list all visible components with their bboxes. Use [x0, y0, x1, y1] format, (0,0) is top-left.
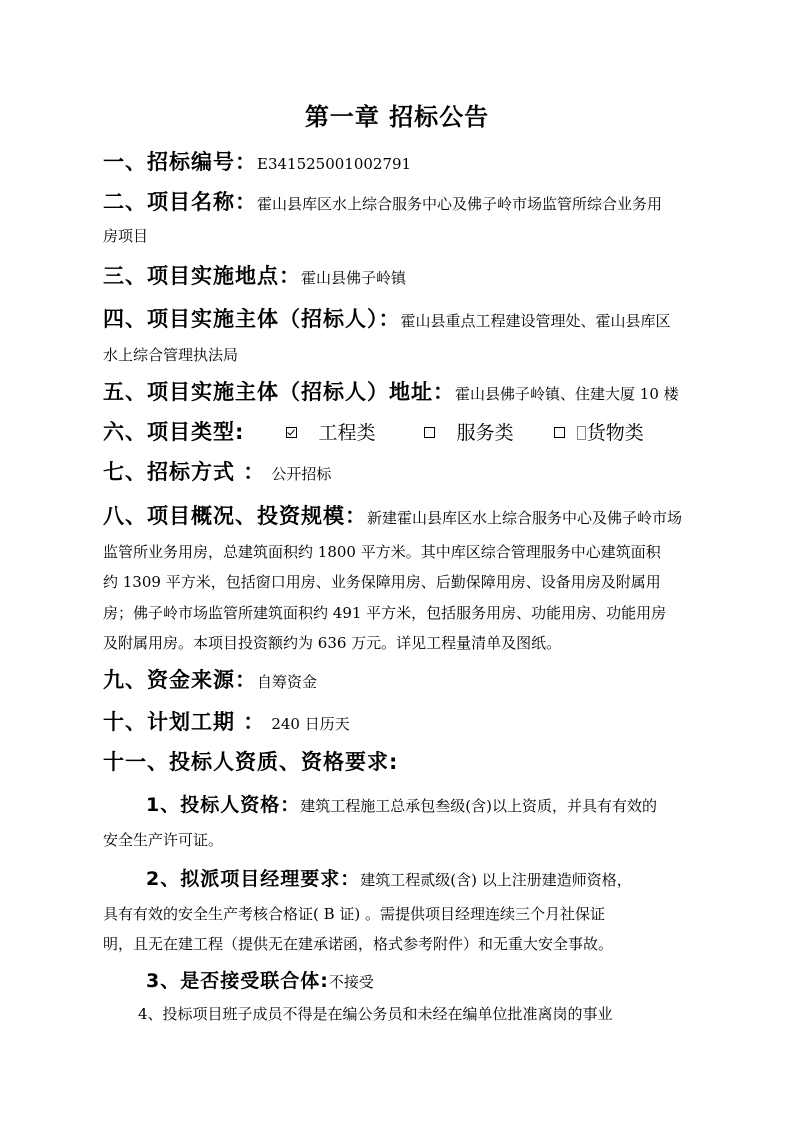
- requirement-label: 3、是否接受联合体:: [146, 970, 329, 992]
- paragraph-line: 明，且无在建工程（提供无在建承诺函，格式参考附件）和无重大安全事故。: [103, 935, 614, 953]
- section-label: 一、招标编号：: [103, 150, 257, 174]
- section-label: 六、项目类型:: [103, 420, 245, 444]
- section-funding: [103, 664, 317, 694]
- section-overview: [103, 500, 682, 530]
- checkbox-icon[interactable]: [554, 427, 565, 438]
- paragraph-line: 房；佛子岭市场监管所建筑面积约 491 平方米，包括服务用房、功能用房、功能用房: [103, 604, 667, 622]
- missing-glyph-icon: [577, 426, 586, 440]
- section-label: 二、项目名称：: [103, 190, 257, 214]
- section-location: [103, 260, 406, 290]
- section-label: 九、资金来源：: [103, 668, 257, 692]
- section-bidding-method: [103, 456, 331, 486]
- checked-checkbox-icon[interactable]: [286, 427, 297, 438]
- paragraph-line: 房项目: [103, 227, 149, 245]
- paragraph-line: 及附属用房。本项目投资额约为 636 万元。详见工程量清单及图纸。: [103, 634, 562, 652]
- requirement-value: 建筑工程贰级(含) 以上注册建造师资格，: [360, 871, 632, 889]
- type-option-engineering[interactable]: 工程类: [286, 422, 382, 444]
- requirement-value: 不接受: [328, 973, 374, 991]
- section-schedule: [103, 706, 350, 736]
- section-label: 三、项目实施地点：: [103, 264, 301, 288]
- section-label: 七、招标方式 ：: [103, 460, 266, 484]
- paragraph-line: 安全生产许可证。: [103, 831, 224, 849]
- section-value: 新建霍山县库区水上综合服务中心及佛子岭市场: [367, 509, 683, 527]
- section-qualifications: [103, 746, 398, 776]
- section-label: 五、项目实施主体（招标人）地址：: [103, 380, 455, 404]
- checkbox-icon[interactable]: [424, 427, 435, 438]
- type-option-goods[interactable]: 货物类: [554, 422, 644, 444]
- section-project-name: [103, 186, 662, 216]
- section-value: 公开招标: [271, 465, 332, 483]
- paragraph-line: 约 1309 平方米，包括窗口用房、业务保障用房、后勤保障用房、设备用房及附属用: [103, 573, 661, 591]
- section-value: 240 日历天: [271, 715, 350, 733]
- section-tenderer: [103, 303, 671, 333]
- requirement-3: [146, 966, 374, 993]
- section-label: 十一、投标人资质、资格要求:: [103, 750, 399, 774]
- section-tenderer-address: [103, 376, 679, 406]
- section-value: 霍山县库区水上综合服务中心及佛子岭市场监管所综合业务用: [257, 195, 663, 213]
- section-value: 霍山县佛子岭镇: [301, 269, 407, 287]
- paragraph-line: 具有有效的安全生产考核合格证( B 证) 。需提供项目经理连续三个月社保证: [103, 905, 606, 923]
- section-value: 霍山县佛子岭镇、住建大厦 10 楼: [455, 385, 679, 403]
- requirement-4: 4、投标项目班子成员不得是在编公务员和未经在编单位批准离岗的事业: [138, 1005, 613, 1023]
- paragraph-line: 监管所业务用房，总建筑面积约 1800 平方米。其中库区综合管理服务中心建筑面积: [103, 543, 661, 561]
- section-label: 八、项目概况、投资规模：: [103, 504, 367, 528]
- section-value: E341525001002791: [257, 155, 412, 173]
- requirement-label: 2、拟派项目经理要求：: [146, 868, 361, 890]
- section-value: 霍山县重点工程建设管理处、霍山县库区: [400, 312, 671, 330]
- requirement-value: 建筑工程施工总承包叁级(含)以上资质，并具有有效的: [300, 797, 657, 815]
- requirement-2: [146, 864, 632, 891]
- type-option-service[interactable]: 服务类: [424, 422, 520, 444]
- section-bid-number: [103, 146, 411, 176]
- section-label: 四、项目实施主体（招标人）：: [103, 307, 401, 331]
- chapter-title: 第一章 招标公告: [304, 103, 490, 131]
- section-project-type: [103, 416, 644, 446]
- section-label: 十、计划工期 ：: [103, 710, 266, 734]
- requirement-label: 1、投标人资格：: [146, 794, 301, 816]
- section-value: 自筹资金: [257, 673, 318, 691]
- paragraph-line: 水上综合管理执法局: [103, 346, 239, 364]
- requirement-1: [146, 790, 657, 817]
